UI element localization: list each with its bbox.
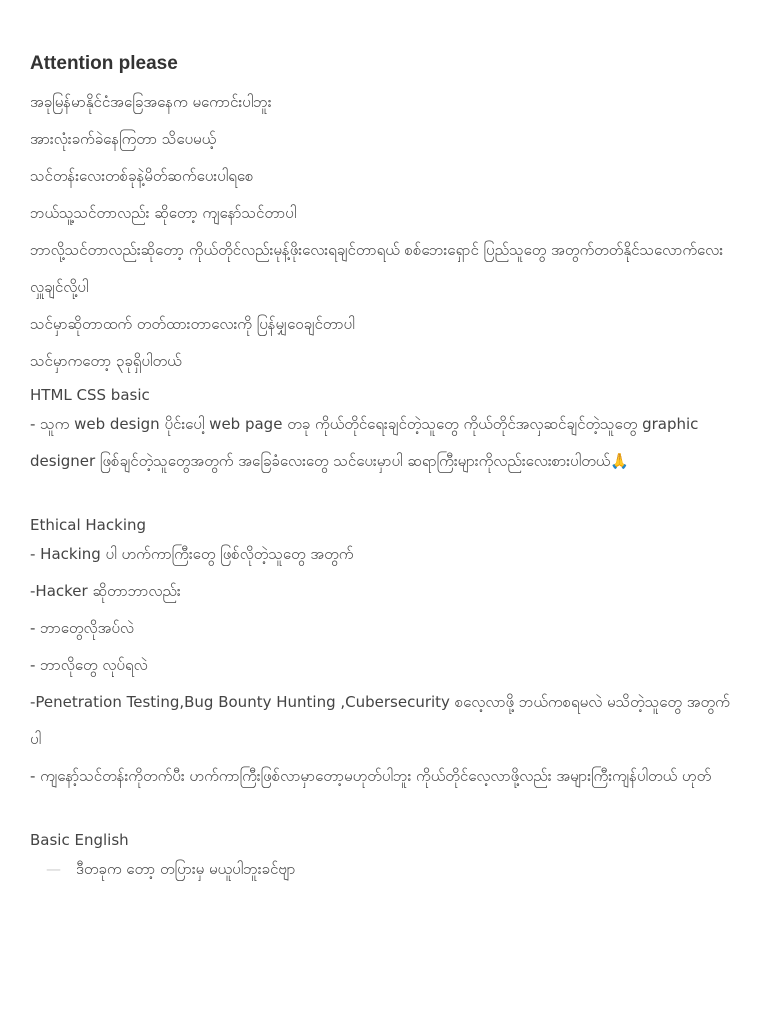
section-paragraph-text: - သူက web design ပိုင်းပေါ့ web page တခု ကိုယ်တိုင်ရေးချင်တဲ့သူတွေ ကိုယ်တိုင်အလှဆင်ချင်တဲ့သူတွေ graphic designer ဖြစ်ချင်တဲ့သူတွေအတွက် အခြေခံလေးတွေ သင်ပေးမှာပါ ဆရာကြီးများကိုလည်းလေးစားပါတယ် [30,415,699,470]
section-heading-ethical-hacking: Ethical Hacking [30,516,147,534]
section-heading-basic-english: Basic English [30,831,129,849]
intro-paragraph: ဘာလို့သင်တာလည်းဆိုတော့ ကိုယ်တိုင်လည်းမုန့်ဖိုးလေးရချင်တာရယ် စစ်ဘေးရှောင် ပြည်သူတွေ အတွက်တတ်နိုင်သလောက်လေး လှူချင်လို့ပါ [30,241,724,296]
intro-line: သင်တန်းလေးတစ်ခုနဲ့မိတ်ဆက်ပေးပါရစေ [30,167,254,185]
list-item [30,851,738,888]
section-line: -Hacker ဆိုတာဘာလည်း [30,582,181,600]
spacer [30,480,738,510]
intro-line: ဘယ်သူ့သင်တာလည်း ဆိုတော့ ကျနော်သင်တာပါ [30,204,297,222]
intro-line: အားလုံးခက်ခဲနေကြတာ သိပေမယ့် [30,130,217,148]
document-title: Attention please [30,53,178,74]
section-heading-html-css: HTML CSS basic [30,386,150,404]
intro-line: သင်မှာဆိုတာထက် တတ်ထားတာလေးကို ပြန်မျှဝေချင်တာပါ [30,315,355,333]
dash-bullet: — [46,860,61,878]
section-paragraph [30,406,738,480]
section-paragraph: - ကျနော့်သင်တန်းကိုတက်ပီး ဟက်ကာကြီးဖြစ်လာမှာတော့မဟုတ်ပါဘူး ကိုယ်တိုင်လေ့လာဖို့လည်း အများကြီးကျန်ပါတယ် ဟုတ် [30,767,712,785]
section-paragraph: -Penetration Testing,Bug Bounty Hunting ,Cubersecurity စလေ့လာဖို့ ဘယ်ကစရမလဲ မသိတဲ့သူတွေ အတွက်ပါ [30,693,730,748]
list-item-text: ဒီတခုက တော့ တပြားမှ မယူပါဘူးခင်ဗျာ [76,860,296,878]
spacer [30,795,738,825]
section-line: - ဘာတွေလိုအပ်လဲ [30,619,134,637]
section-line: - Hacking ပါ ဟက်ကာကြီးတွေ ဖြစ်လိုတဲ့သူတွေ အတွက် [30,545,354,563]
praying-hands-icon: 🙏 [610,452,630,470]
intro-line: သင်မှာကတော့ ၃ခုရှိပါတယ် [30,352,182,370]
section-line: - ဘာလိုတွေ လုပ်ရလဲ [30,656,148,674]
intro-line: အခုမြန်မာနိုင်ငံအခြေအနေက မကောင်းပါဘူး [30,93,272,111]
